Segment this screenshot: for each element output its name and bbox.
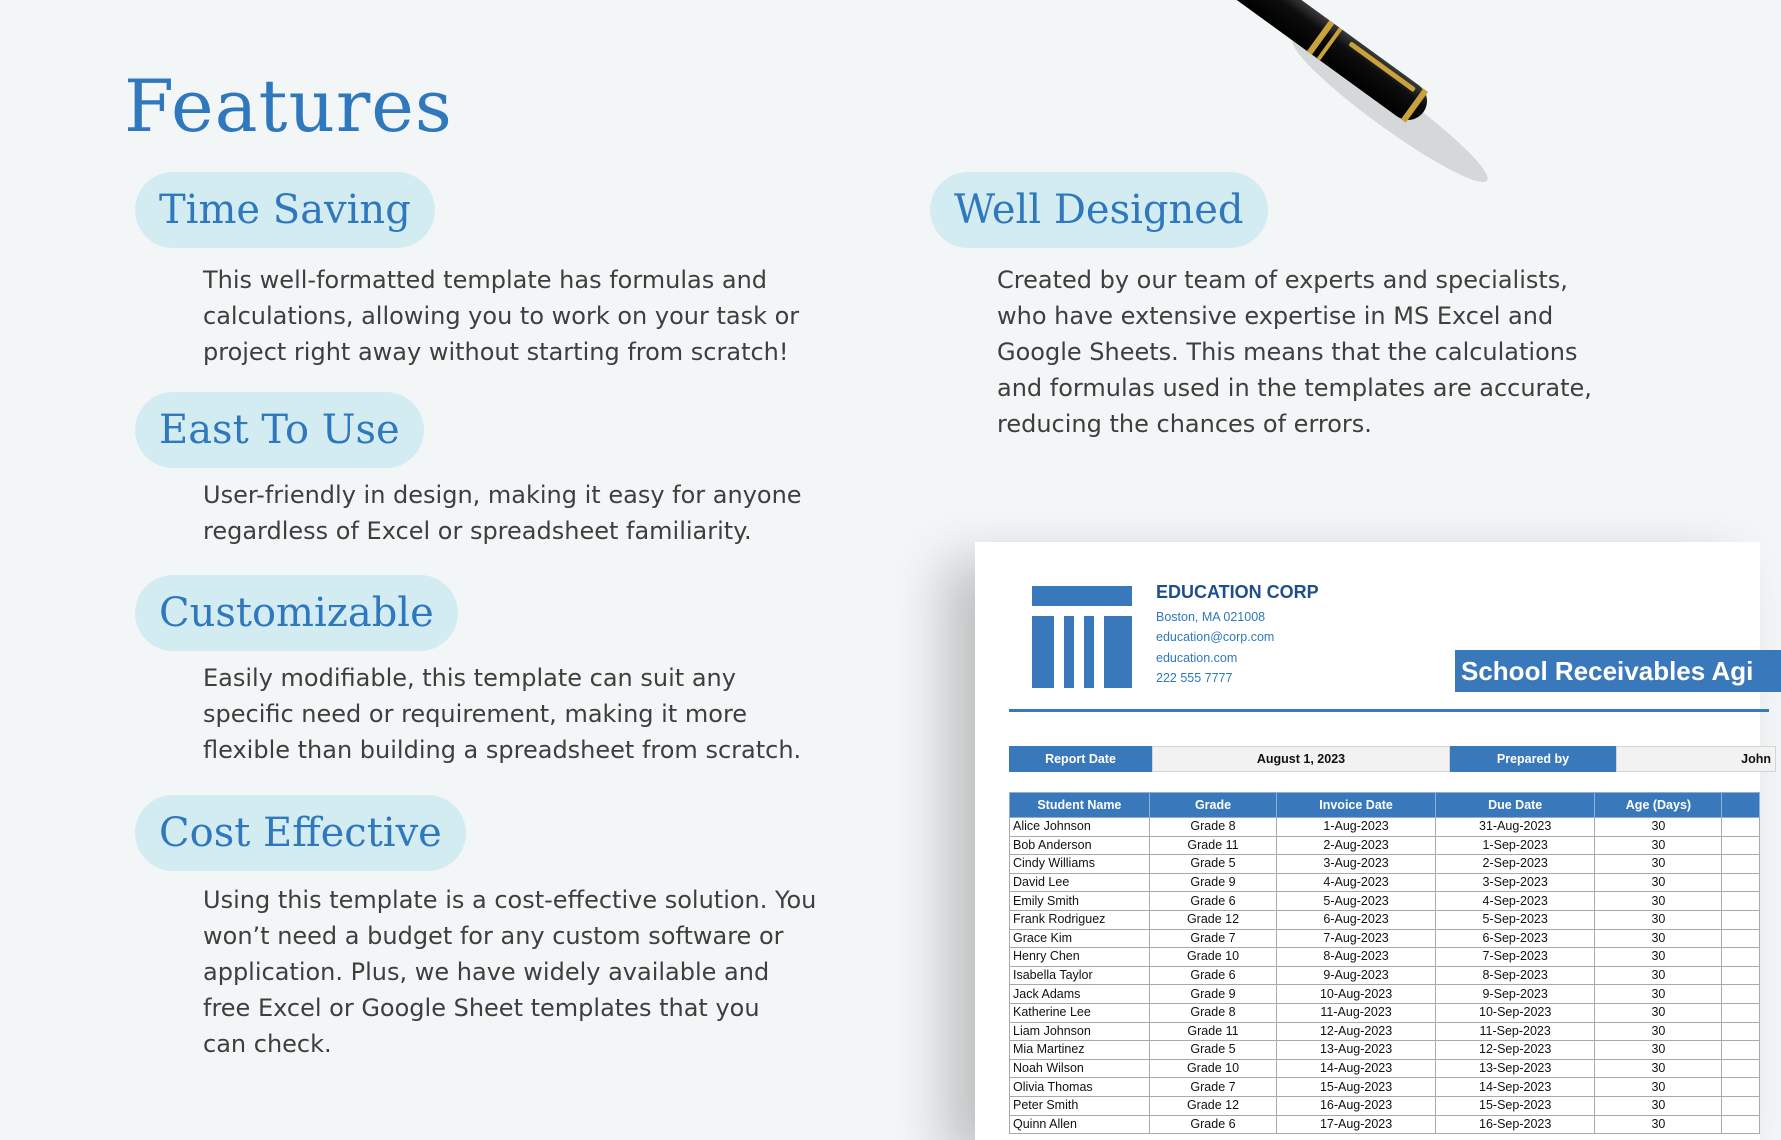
cell-student-name: Alice Johnson (1010, 818, 1150, 837)
table-row (1010, 818, 1760, 837)
table-row (1010, 985, 1760, 1004)
cell-cut (1722, 966, 1760, 985)
cell-due-date: 2-Sep-2023 (1435, 855, 1595, 874)
cell-cut (1722, 1059, 1760, 1078)
report-date-label: Report Date (1009, 746, 1152, 772)
col-header-grade: Grade (1149, 793, 1277, 818)
cell-invoice-date: 4-Aug-2023 (1277, 873, 1436, 892)
cell-age-days: 30 (1595, 1022, 1722, 1041)
cell-grade: Grade 12 (1149, 1096, 1277, 1115)
cell-invoice-date: 8-Aug-2023 (1277, 948, 1436, 967)
cell-cut (1722, 1115, 1760, 1134)
cell-invoice-date: 1-Aug-2023 (1277, 818, 1436, 837)
desc-line: who have extensive expertise in MS Excel and (997, 302, 1554, 330)
cell-cut (1722, 1096, 1760, 1115)
feature-heading-customizable: Customizable (135, 575, 458, 651)
cell-student-name: Grace Kim (1010, 929, 1150, 948)
cell-grade: Grade 10 (1149, 1059, 1277, 1078)
company-phone: 222 555 7777 (1156, 671, 1233, 685)
cell-cut (1722, 948, 1760, 967)
cell-age-days: 30 (1595, 855, 1722, 874)
cell-grade: Grade 6 (1149, 1115, 1277, 1134)
cell-age-days: 30 (1595, 818, 1722, 837)
desc-line: specific need or requirement, making it more (203, 700, 748, 728)
cell-age-days: 30 (1595, 1078, 1722, 1097)
table-row (1010, 1096, 1760, 1115)
spreadsheet-preview (975, 542, 1771, 1140)
feature-heading-well-designed: Well Designed (930, 172, 1268, 248)
cell-invoice-date: 13-Aug-2023 (1277, 1041, 1436, 1060)
cell-grade: Grade 8 (1149, 818, 1277, 837)
cell-due-date: 13-Sep-2023 (1435, 1059, 1595, 1078)
cell-invoice-date: 17-Aug-2023 (1277, 1115, 1436, 1134)
prepared-by-value: John (1616, 746, 1776, 772)
col-header-invoice-date: Invoice Date (1277, 793, 1436, 818)
cell-age-days: 30 (1595, 929, 1722, 948)
cell-grade: Grade 12 (1149, 910, 1277, 929)
cell-student-name: Bob Anderson (1010, 836, 1150, 855)
desc-line: reducing the chances of errors. (997, 410, 1372, 438)
cell-grade: Grade 8 (1149, 1003, 1277, 1022)
cell-age-days: 30 (1595, 1096, 1722, 1115)
desc-line: This well-formatted template has formulas and (203, 266, 768, 294)
cell-due-date: 3-Sep-2023 (1435, 873, 1595, 892)
cell-due-date: 6-Sep-2023 (1435, 929, 1595, 948)
cell-student-name: Olivia Thomas (1010, 1078, 1150, 1097)
cell-age-days: 30 (1595, 1003, 1722, 1022)
table-header-row (1010, 793, 1760, 818)
prepared-by-label: Prepared by (1450, 746, 1616, 772)
cell-cut (1722, 818, 1760, 837)
cell-due-date: 10-Sep-2023 (1435, 1003, 1595, 1022)
col-header-due-date: Due Date (1435, 793, 1595, 818)
feature-heading-time-saving: Time Saving (135, 172, 435, 248)
cell-age-days: 30 (1595, 948, 1722, 967)
table-row (1010, 1022, 1760, 1041)
company-email: education@corp.com (1156, 630, 1275, 644)
desc-line: Google Sheets. This means that the calculations (997, 338, 1578, 366)
cell-age-days: 30 (1595, 1041, 1722, 1060)
table-row (1010, 873, 1760, 892)
cell-age-days: 30 (1595, 892, 1722, 911)
col-header-cut (1722, 793, 1760, 818)
table-row (1010, 855, 1760, 874)
cell-cut (1722, 1003, 1760, 1022)
cell-due-date: 7-Sep-2023 (1435, 948, 1595, 967)
table-row (1010, 1041, 1760, 1060)
feature-desc-customizable (203, 660, 801, 768)
company-logo-icon (1032, 586, 1132, 688)
cell-cut (1722, 855, 1760, 874)
table-row (1010, 948, 1760, 967)
cell-grade: Grade 9 (1149, 985, 1277, 1004)
desc-line: regardless of Excel or spreadsheet familiarity. (203, 517, 752, 545)
company-name: EDUCATION CORP (1156, 582, 1319, 602)
cell-student-name: Henry Chen (1010, 948, 1150, 967)
company-address: Boston, MA 021008 (1156, 610, 1266, 624)
cell-cut (1722, 985, 1760, 1004)
cell-invoice-date: 5-Aug-2023 (1277, 892, 1436, 911)
cell-student-name: Emily Smith (1010, 892, 1150, 911)
cell-invoice-date: 3-Aug-2023 (1277, 855, 1436, 874)
table-row (1010, 892, 1760, 911)
cell-invoice-date: 12-Aug-2023 (1277, 1022, 1436, 1041)
cell-cut (1722, 910, 1760, 929)
table-row (1010, 1003, 1760, 1022)
col-header-student-name: Student Name (1010, 793, 1150, 818)
cell-due-date: 12-Sep-2023 (1435, 1041, 1595, 1060)
table-row (1010, 1059, 1760, 1078)
cell-student-name: Mia Martinez (1010, 1041, 1150, 1060)
cell-invoice-date: 14-Aug-2023 (1277, 1059, 1436, 1078)
cell-cut (1722, 836, 1760, 855)
cell-grade: Grade 5 (1149, 1041, 1277, 1060)
cell-invoice-date: 7-Aug-2023 (1277, 929, 1436, 948)
cell-student-name: Cindy Williams (1010, 855, 1150, 874)
cell-age-days: 30 (1595, 1059, 1722, 1078)
desc-line: won’t need a budget for any custom software or (203, 922, 784, 950)
cell-student-name: Frank Rodriguez (1010, 910, 1150, 929)
feature-heading-cost-effective: Cost Effective (135, 795, 466, 871)
cell-age-days: 30 (1595, 966, 1722, 985)
desc-line: can check. (203, 1030, 332, 1058)
cell-due-date: 9-Sep-2023 (1435, 985, 1595, 1004)
cell-student-name: Jack Adams (1010, 985, 1150, 1004)
desc-line: Using this template is a cost-effective solution. You (203, 886, 817, 914)
cell-due-date: 11-Sep-2023 (1435, 1022, 1595, 1041)
cell-cut (1722, 892, 1760, 911)
cell-invoice-date: 15-Aug-2023 (1277, 1078, 1436, 1097)
cell-grade: Grade 11 (1149, 1022, 1277, 1041)
cell-cut (1722, 1041, 1760, 1060)
cell-invoice-date: 16-Aug-2023 (1277, 1096, 1436, 1115)
cell-student-name: Peter Smith (1010, 1096, 1150, 1115)
fountain-pen-image (1190, 0, 1510, 190)
cell-student-name: Katherine Lee (1010, 1003, 1150, 1022)
cell-student-name: Isabella Taylor (1010, 966, 1150, 985)
cell-age-days: 30 (1595, 836, 1722, 855)
cell-due-date: 5-Sep-2023 (1435, 910, 1595, 929)
cell-invoice-date: 2-Aug-2023 (1277, 836, 1436, 855)
cell-due-date: 14-Sep-2023 (1435, 1078, 1595, 1097)
sheet-title: School Receivables Agi (1455, 650, 1781, 692)
cell-invoice-date: 11-Aug-2023 (1277, 1003, 1436, 1022)
cell-age-days: 30 (1595, 910, 1722, 929)
cell-cut (1722, 929, 1760, 948)
table-row (1010, 929, 1760, 948)
desc-line: Easily modifiable, this template can suit any (203, 664, 736, 692)
cell-grade: Grade 6 (1149, 892, 1277, 911)
desc-line: and formulas used in the templates are accurate, (997, 374, 1592, 402)
page-title: Features (124, 64, 453, 148)
cell-due-date: 1-Sep-2023 (1435, 836, 1595, 855)
cell-grade: Grade 9 (1149, 873, 1277, 892)
cell-invoice-date: 6-Aug-2023 (1277, 910, 1436, 929)
cell-invoice-date: 10-Aug-2023 (1277, 985, 1436, 1004)
desc-line: calculations, allowing you to work on your task or (203, 302, 800, 330)
cell-due-date: 8-Sep-2023 (1435, 966, 1595, 985)
feature-desc-time-saving (203, 262, 799, 370)
cell-grade: Grade 7 (1149, 929, 1277, 948)
receivables-table (1009, 792, 1760, 1134)
cell-grade: Grade 5 (1149, 855, 1277, 874)
cell-cut (1722, 1078, 1760, 1097)
feature-heading-ease-of-use: East To Use (135, 392, 424, 468)
company-website: education.com (1156, 651, 1238, 665)
cell-age-days: 30 (1595, 985, 1722, 1004)
cell-cut (1722, 1022, 1760, 1041)
feature-desc-ease-of-use (203, 477, 802, 549)
cell-student-name: Liam Johnson (1010, 1022, 1150, 1041)
cell-grade: Grade 11 (1149, 836, 1277, 855)
desc-line: Created by our team of experts and specialists, (997, 266, 1568, 294)
cell-student-name: David Lee (1010, 873, 1150, 892)
cell-age-days: 30 (1595, 873, 1722, 892)
table-row (1010, 1115, 1760, 1134)
cell-invoice-date: 9-Aug-2023 (1277, 966, 1436, 985)
cell-due-date: 16-Sep-2023 (1435, 1115, 1595, 1134)
cell-grade: Grade 10 (1149, 948, 1277, 967)
cell-cut (1722, 873, 1760, 892)
cell-student-name: Noah Wilson (1010, 1059, 1150, 1078)
cell-due-date: 4-Sep-2023 (1435, 892, 1595, 911)
desc-line: free Excel or Google Sheet templates that you (203, 994, 760, 1022)
cell-grade: Grade 7 (1149, 1078, 1277, 1097)
desc-line: project right away without starting from scratch! (203, 338, 789, 366)
feature-desc-cost-effective (203, 882, 816, 1062)
cell-due-date: 15-Sep-2023 (1435, 1096, 1595, 1115)
desc-line: application. Plus, we have widely available and (203, 958, 770, 986)
desc-line: User-friendly in design, making it easy for anyone (203, 481, 802, 509)
desc-line: flexible than building a spreadsheet from scratch. (203, 736, 802, 764)
table-row (1010, 910, 1760, 929)
cell-due-date: 31-Aug-2023 (1435, 818, 1595, 837)
feature-desc-well-designed (997, 262, 1592, 442)
table-row (1010, 1078, 1760, 1097)
cell-student-name: Quinn Allen (1010, 1115, 1150, 1134)
table-row (1010, 966, 1760, 985)
table-row (1010, 836, 1760, 855)
cell-grade: Grade 6 (1149, 966, 1277, 985)
cell-age-days: 30 (1595, 1115, 1722, 1134)
report-date-value: August 1, 2023 (1152, 746, 1450, 772)
header-divider (1009, 709, 1769, 712)
col-header-age-days: Age (Days) (1595, 793, 1722, 818)
